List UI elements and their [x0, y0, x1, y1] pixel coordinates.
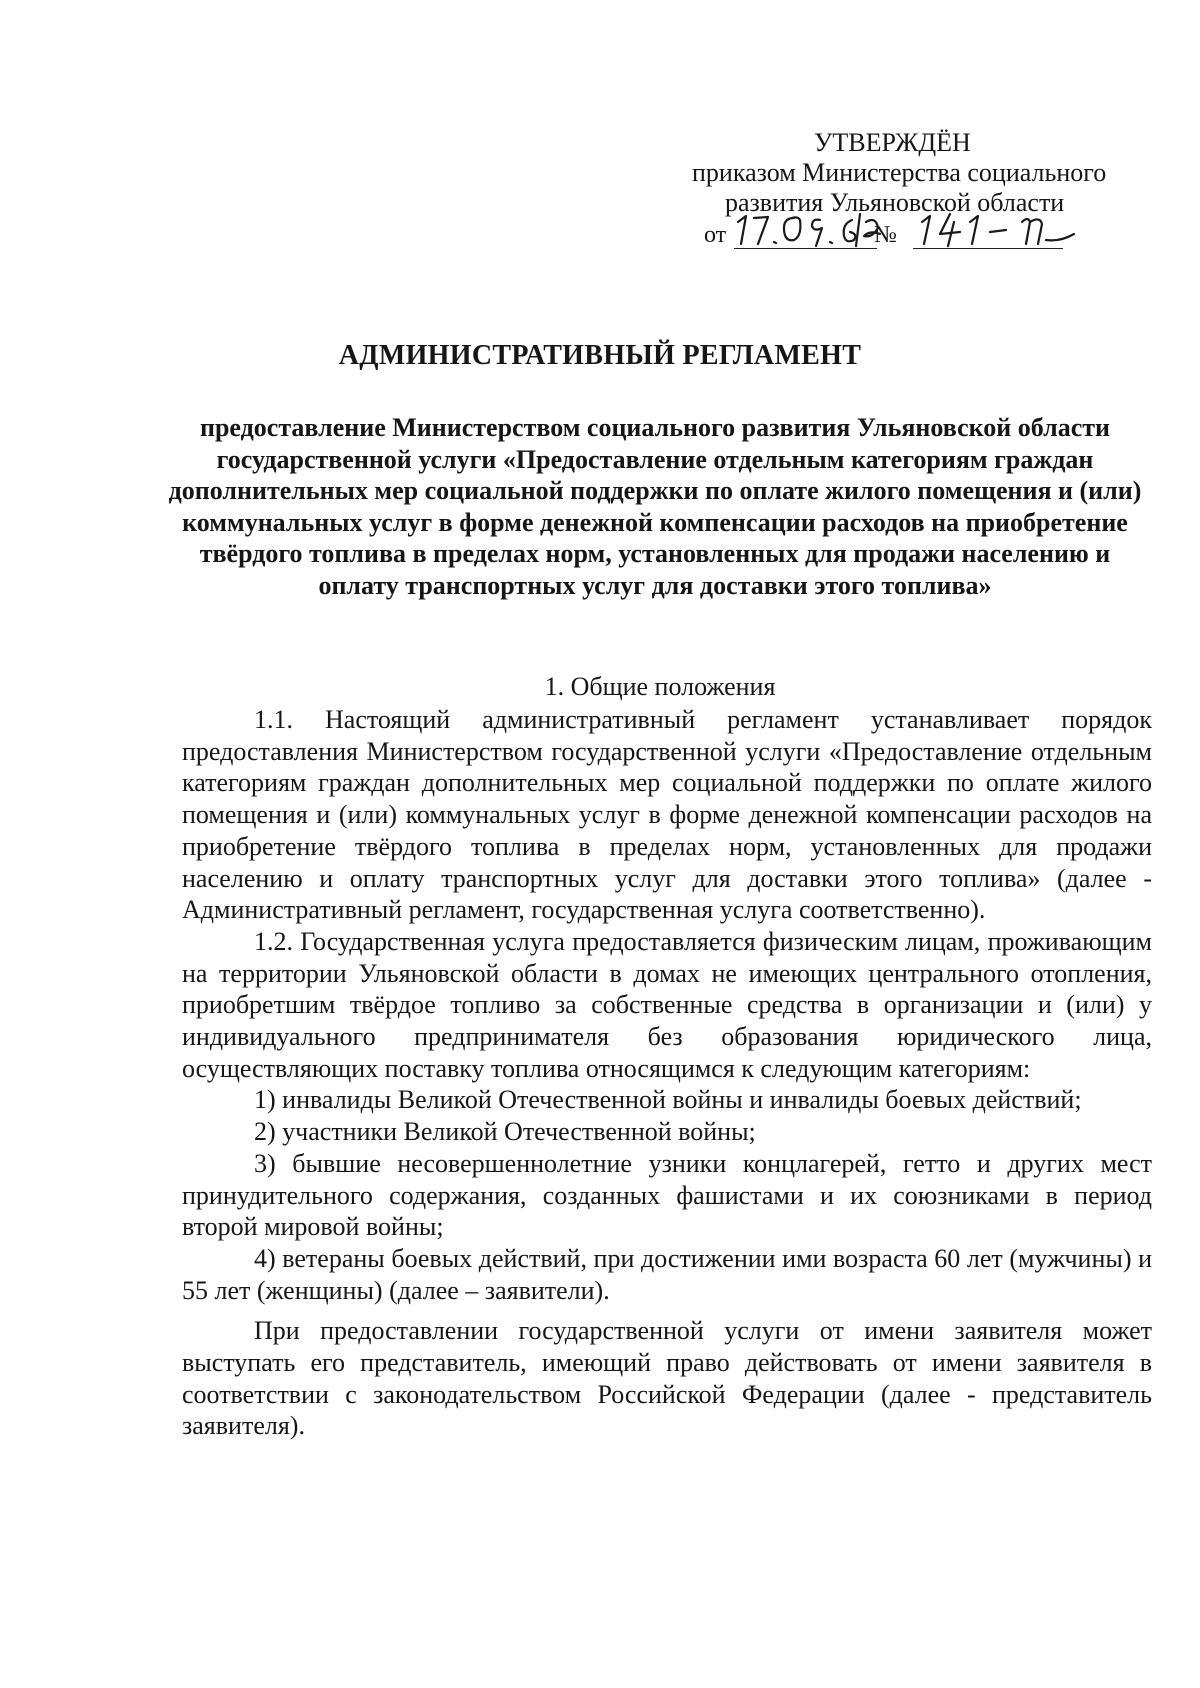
handwritten-number — [914, 204, 1084, 250]
paragraph-1-1: 1.1. Настоящий административный регламент устанавливает порядок предоставления Министерством государственной услуги «Предоставление отдельным категориям граждан дополнительных мер социальной поддержки по оплате жилого помещения и (или) коммунальных услуг в форме денежной компенсации расходов на приобретение твёрдого топлива в пределах норм, установленных для продажи населению и оплату транспортных услуг для доставки этого топлива» (далее - Административный регламент, государственная услуга соответственно). — [182, 705, 1152, 925]
paragraph-1-2: 1.2. Государственная услуга предоставляется физическим лицам, проживающим на территории Ульяновской области в домах не имеющих центрального отопления, приобретшим твёрдое топливо за собственные средства в организации и (или) у индивидуального предпринимателя без образования юридического лица, осуществляющих поставку топлива относящимся к следующим категориям: — [182, 926, 1152, 1083]
date-prefix: от — [704, 222, 727, 248]
document-subtitle: предоставление Министерством социального развития Ульяновской области государственной услуги «Предоставление отдельным категориям граждан дополнительных мер социальной поддержки по оплате жилого помещения и (или) коммунальных услуг в форме денежной компенсации расходов на приобретение твёрдого топлива в пределах норм, установленных для продажи населению и оплату транспортных услуг для доставки этого топлива» — [168, 413, 1142, 600]
list-item-1: 1) инвалиды Великой Отечественной войны и инвалиды боевых действий; — [254, 1085, 1082, 1115]
section-heading: 1. Общие положения — [544, 672, 776, 701]
list-item-3: 3) бывшие несовершеннолетние узники концлагерей, гетто и других мест принудительного содержания, созданных фашистами и их союзниками в период второй мировой войны; — [182, 1148, 1152, 1242]
list-item-4: 4) ветераны боевых действий, при достижении ими возраста 60 лет (мужчины) и 55 лет (женщины) (далее – заявители). — [182, 1243, 1152, 1305]
approval-date-number-row — [704, 212, 1084, 258]
approval-heading: УТВЕРЖДЁН — [814, 128, 971, 157]
list-item-2: 2) участники Великой Отечественной войны; — [254, 1117, 756, 1147]
approval-order-line: приказом Министерства социального — [692, 158, 1107, 187]
document-title: АДМИНИСТРАТИВНЫЙ РЕГЛАМЕНТ — [338, 340, 862, 371]
approval-ministry-line: развития Ульяновской области — [725, 188, 1065, 217]
handwritten-date — [732, 206, 882, 252]
number-prefix: № — [874, 222, 897, 248]
paragraph-representative: При предоставлении государственной услуги от имени заявителя может выступать его представитель, имеющий право действовать от имени заявителя в соответствии с законодательством Российской Федерации (далее - представитель заявителя). — [182, 1316, 1152, 1441]
document-body — [182, 704, 1152, 1442]
